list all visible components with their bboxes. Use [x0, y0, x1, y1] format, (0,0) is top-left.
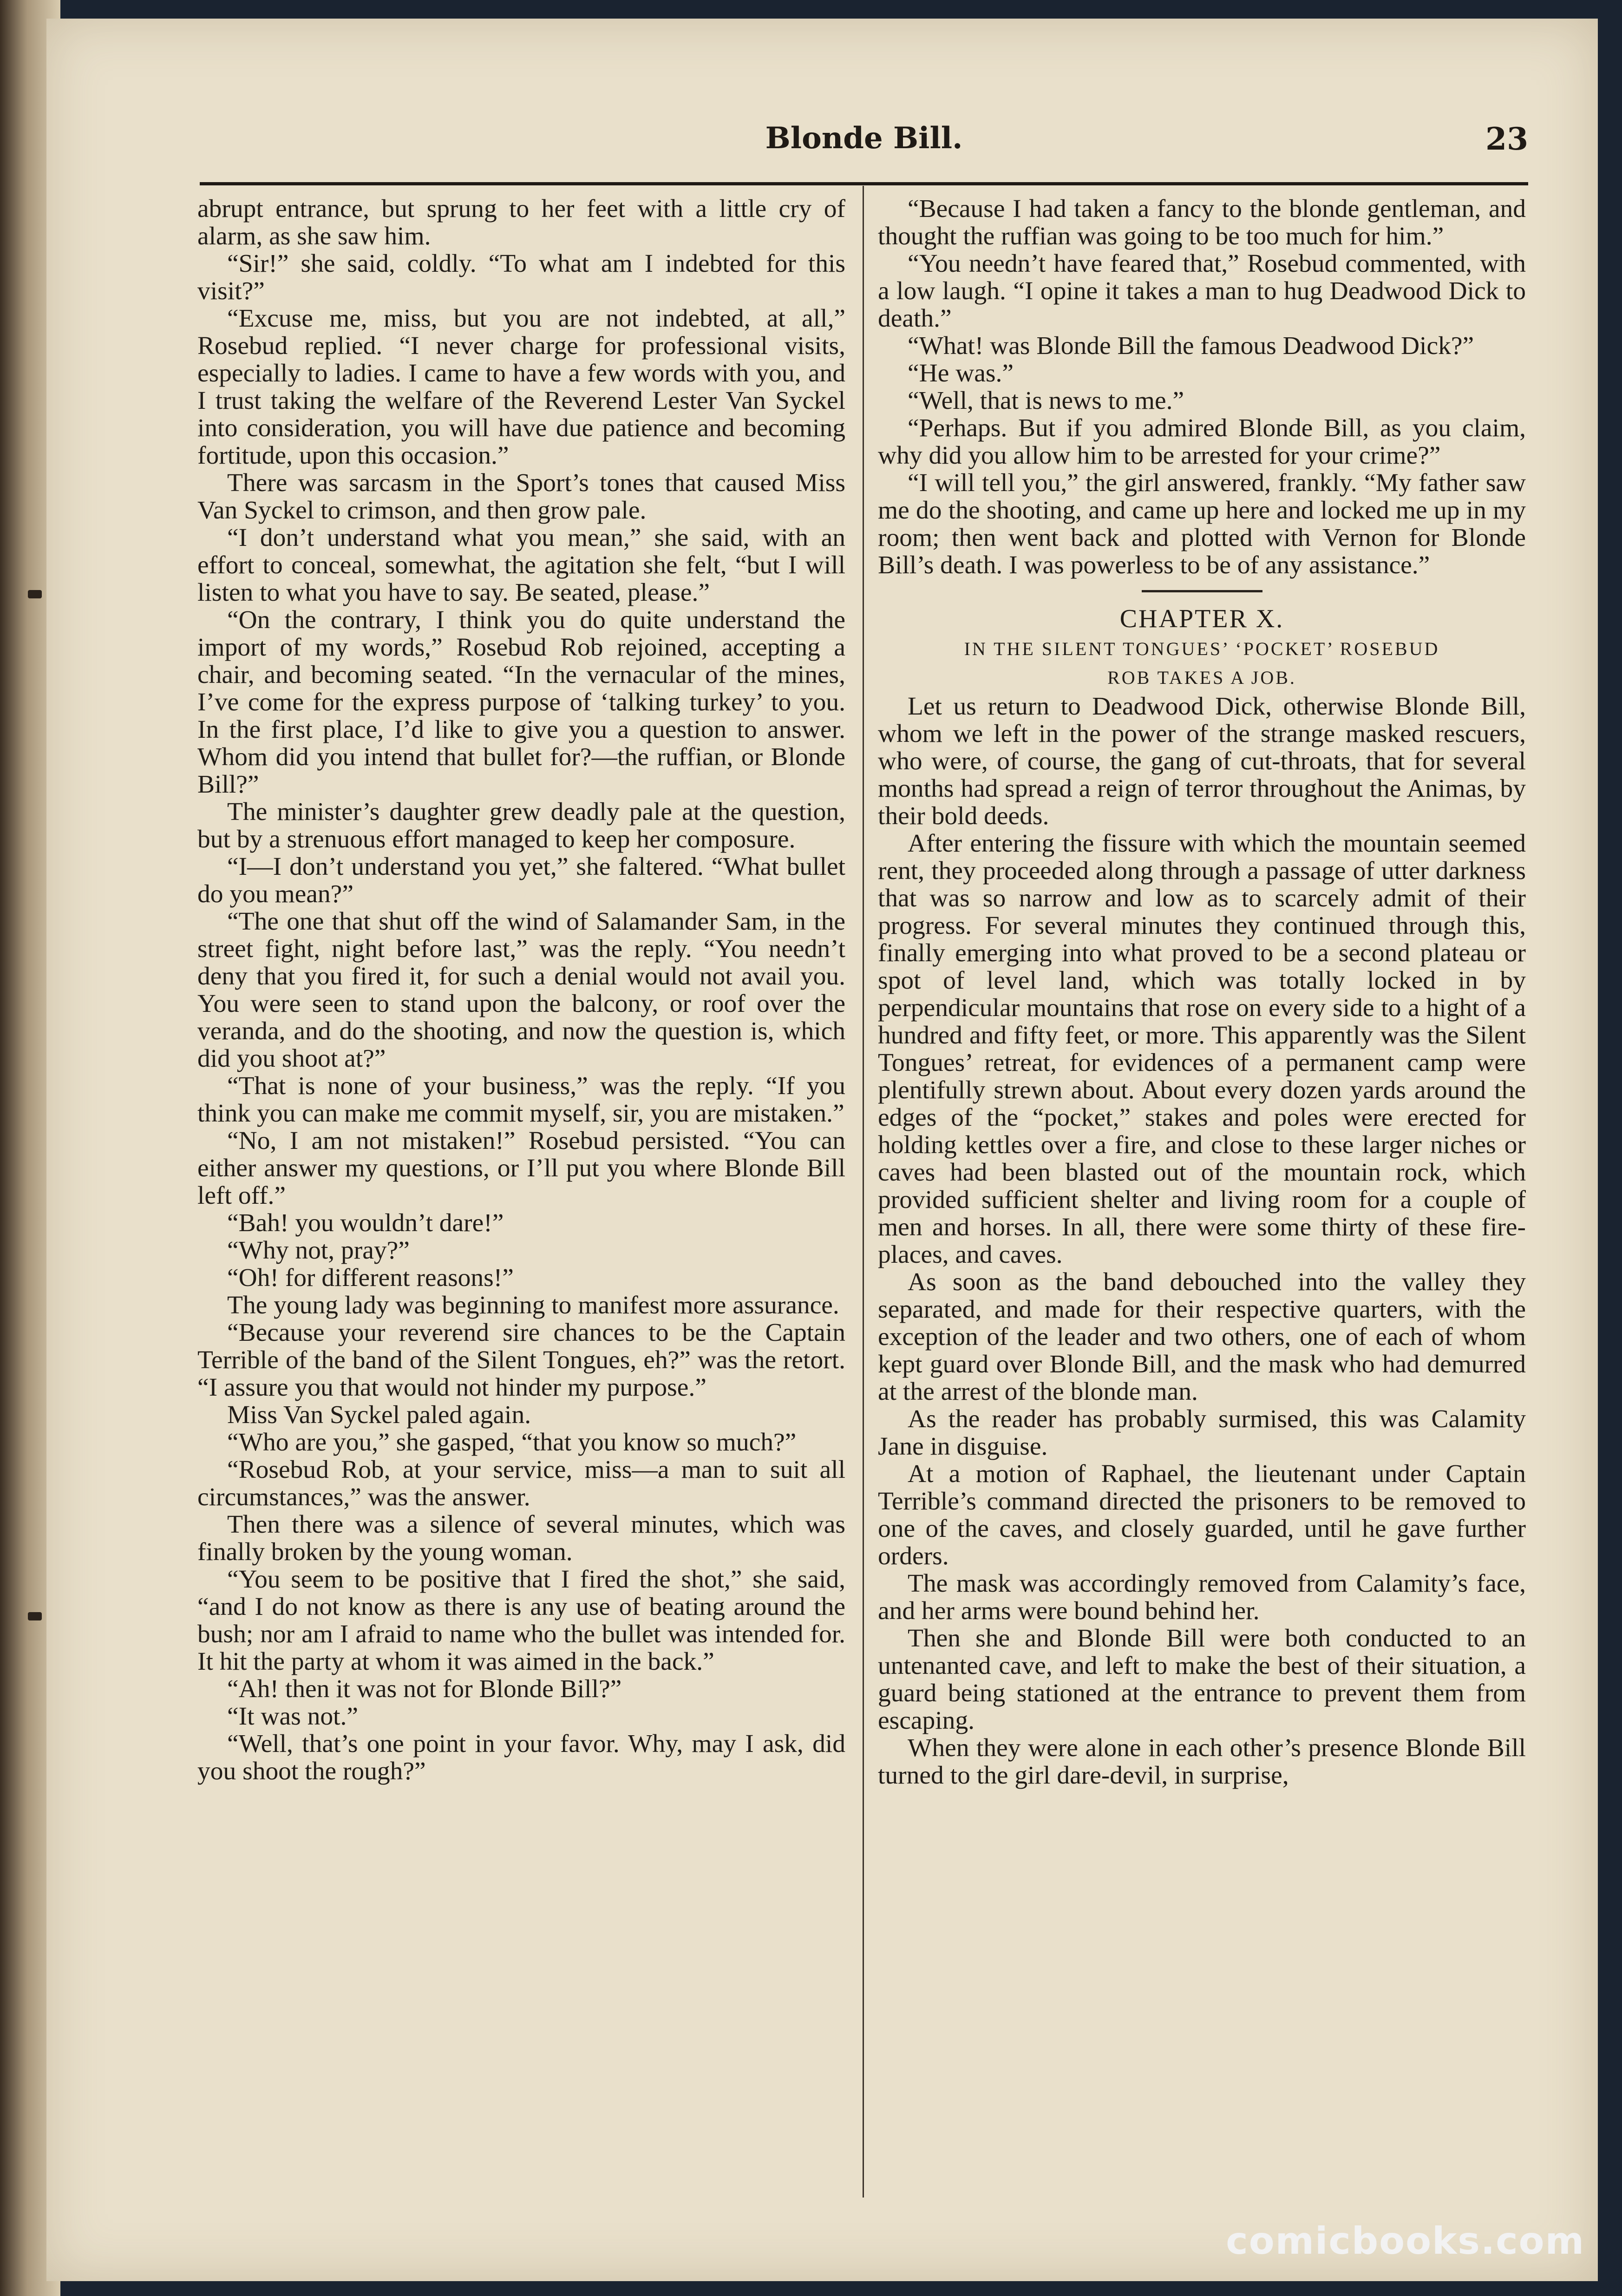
paragraph: “What! was Blonde Bill the famous Deadwood Dick?” — [908, 332, 1474, 360]
paragraph: “Oh! for different reasons!” — [227, 1264, 514, 1292]
paragraph: Miss Van Syckel paled again. — [227, 1401, 531, 1429]
paragraph: “Excuse me, miss, but you are not indebted, at all,” Rosebud replied. “I never charge for professional visits, especially to ladies. I came to have a few words with you, and I trust taking the welfare of the Reverend Lester Van Syckel into consideration, you will have due patience and becoming fortitude, upon this occasion.” — [197, 304, 845, 470]
staple-mark — [28, 590, 42, 598]
paragraph: The minister’s daughter grew deadly pale at the question, but by a strenuous effort managed to keep her composure. — [197, 798, 845, 853]
left-column — [197, 195, 845, 2202]
paragraph: “You seem to be positive that I fired the shot,” she said, “and I do not know as there is any use of beating around the bush; nor am I afraid to name who the bullet was intended for. It hit the party at whom it was aimed in the back.” — [197, 1565, 845, 1676]
running-title: Blonde Bill. — [765, 121, 963, 156]
paragraph: “That is none of your business,” was the reply. “If you think you can make me commit myself, sir, you are mistaken.” — [197, 1072, 845, 1128]
column-rule — [863, 186, 864, 2198]
chapter-subtitle: IN THE SILENT TONGUES’ ‘POCKET’ ROSEBUD — [964, 638, 1440, 659]
right-column — [878, 195, 1526, 2202]
paragraph: “Who are you,” she gasped, “that you know so much?” — [227, 1428, 797, 1456]
paragraph: “Because your reverend sire chances to be the Captain Terrible of the band of the Silent Tongues, eh?” was the retort. “I assure you that would not hinder my purpose.” — [197, 1319, 845, 1402]
paragraph: Let us return to Deadwood Dick, otherwise Blonde Bill, whom we left in the power of the strange masked rescuers, who were, of course, the gang of cut-throats, that for several months had spread a reign of terror throughout the Animas, by their bold deeds. — [878, 692, 1526, 830]
chapter-heading: CHAPTER X. — [1119, 604, 1284, 633]
watermark: comicbooks.com — [1226, 2219, 1585, 2263]
paragraph: “Because I had taken a fancy to the blonde gentleman, and thought the ruffian was going to be too much for him.” — [878, 195, 1526, 250]
page-header — [200, 112, 1528, 172]
paragraph: After entering the fissure with which the mountain seemed rent, they proceeded along through a passage of utter darkness that was so narrow and low as to scarcely admit of their progress. For several minutes they continued through this, finally emerging into what proved to be a second plateau or spot of level land, which was totally locked in by perpendicular mountains that rose on every side to a hight of a hundred and fifty feet, or more. This apparently was the Silent Tongues’ retreat, for evidences of a permanent camp were plentifully strewn about. About every dozen yards around the edges of the “pocket,” stakes and poles were erected for holding kettles over a fire, and close to these larger niches or caves had been blasted out of the mountain rock, which provided sufficient shelter and living room for a couple of men and horses. In all, there were some thirty of these fire-places, and caves. — [878, 829, 1526, 1269]
paragraph: “I will tell you,” the girl answered, frankly. “My father saw me do the shooting, and came up here and locked me up in my room; then went back and plotted with Vernon for Blonde Bill’s death. I was powerless to be of any assistance.” — [878, 469, 1526, 579]
paragraph: “Well, that’s one point in your favor. Why, may I ask, did you shoot the rough?” — [197, 1730, 845, 1785]
paragraph: “I don’t understand what you mean,” she said, with an effort to conceal, somewhat, the agitation she felt, “but I will listen to what you have to say. Be seated, please.” — [197, 524, 845, 607]
chapter-subtitle: ROB TAKES A JOB. — [1107, 667, 1296, 688]
paragraph: “Bah! you wouldn’t dare!” — [227, 1209, 504, 1237]
paragraph: “I—I don’t understand you yet,” she faltered. “What bullet do you mean?” — [197, 853, 845, 908]
paragraph: At a motion of Raphael, the lieutenant under Captain Terrible’s command directed the prisoners to be removed to one of the caves, and closely guarded, until he gave further orders. — [878, 1460, 1526, 1570]
paragraph: “No, I am not mistaken!” Rosebud persisted. “You can either answer my questions, or I’ll put you where Blonde Bill left off.” — [197, 1127, 845, 1210]
paragraph: “On the contrary, I think you do quite understand the import of my words,” Rosebud Rob rejoined, accepting a chair, and becoming seated. “In the vernacular of the mines, I’ve come for the express purpose of ‘talking turkey’ to you. In the first place, I’d like to give you a question to answer. Whom did you intend that bullet for?—the ruffian, or Blonde Bill?” — [197, 606, 845, 799]
paragraph: “Ah! then it was not for Blonde Bill?” — [227, 1675, 622, 1703]
paragraph: “It was not.” — [227, 1702, 359, 1731]
section-divider — [1142, 590, 1262, 592]
paragraph: Then there was a silence of several minutes, which was finally broken by the young woman. — [197, 1510, 845, 1566]
paragraph: “Well, that is news to me.” — [908, 387, 1184, 415]
staple-mark — [28, 1612, 42, 1620]
paragraph: abrupt entrance, but sprung to her feet with a little cry of alarm, as she saw him. — [197, 195, 845, 250]
page-number: 23 — [1485, 121, 1528, 157]
paragraph: When they were alone in each other’s presence Blonde Bill turned to the girl dare-devil, in surprise, — [878, 1734, 1526, 1790]
paragraph: Then she and Blonde Bill were both conducted to an untenanted cave, and left to make the best of their situation, a guard being stationed at the entrance to prevent them from escaping. — [878, 1624, 1526, 1735]
paragraph: As soon as the band debouched into the valley they separated, and made for their respective quarters, with the exception of the leader and two others, one of each of whom kept guard over Blonde Bill, and the mask who had demurred at the arrest of the blonde man. — [878, 1268, 1526, 1406]
paragraph: “He was.” — [908, 359, 1014, 387]
header-rule — [200, 182, 1528, 185]
paragraph: The mask was accordingly removed from Calamity’s face, and her arms were bound behind her. — [878, 1569, 1526, 1625]
paragraph: The young lady was beginning to manifest more assurance. — [227, 1291, 839, 1319]
paragraph: “The one that shut off the wind of Salamander Sam, in the street fight, night before last,” was the reply. “You needn’t deny that you fired it, for such a denial would not avail you. You were seen to stand upon the balcony, or roof over the veranda, and do the shooting, and now the question is, which did you shoot at?” — [197, 907, 845, 1073]
paragraph: There was sarcasm in the Sport’s tones that caused Miss Van Syckel to crimson, and then grow pale. — [197, 469, 845, 525]
paragraph: “Sir!” she said, coldly. “To what am I indebted for this visit?” — [197, 249, 845, 305]
paragraph: “Why not, pray?” — [227, 1236, 410, 1265]
paragraph: “Rosebud Rob, at your service, miss—a man to suit all circumstances,” was the answer. — [197, 1456, 845, 1511]
paragraph: “Perhaps. But if you admired Blonde Bill, as you claim, why did you allow him to be arrested for your crime?” — [878, 414, 1526, 470]
paragraph: As the reader has probably surmised, this was Calamity Jane in disguise. — [878, 1405, 1526, 1461]
paragraph: “You needn’t have feared that,” Rosebud commented, with a low laugh. “I opine it takes a man to hug Deadwood Dick to death.” — [878, 249, 1526, 333]
